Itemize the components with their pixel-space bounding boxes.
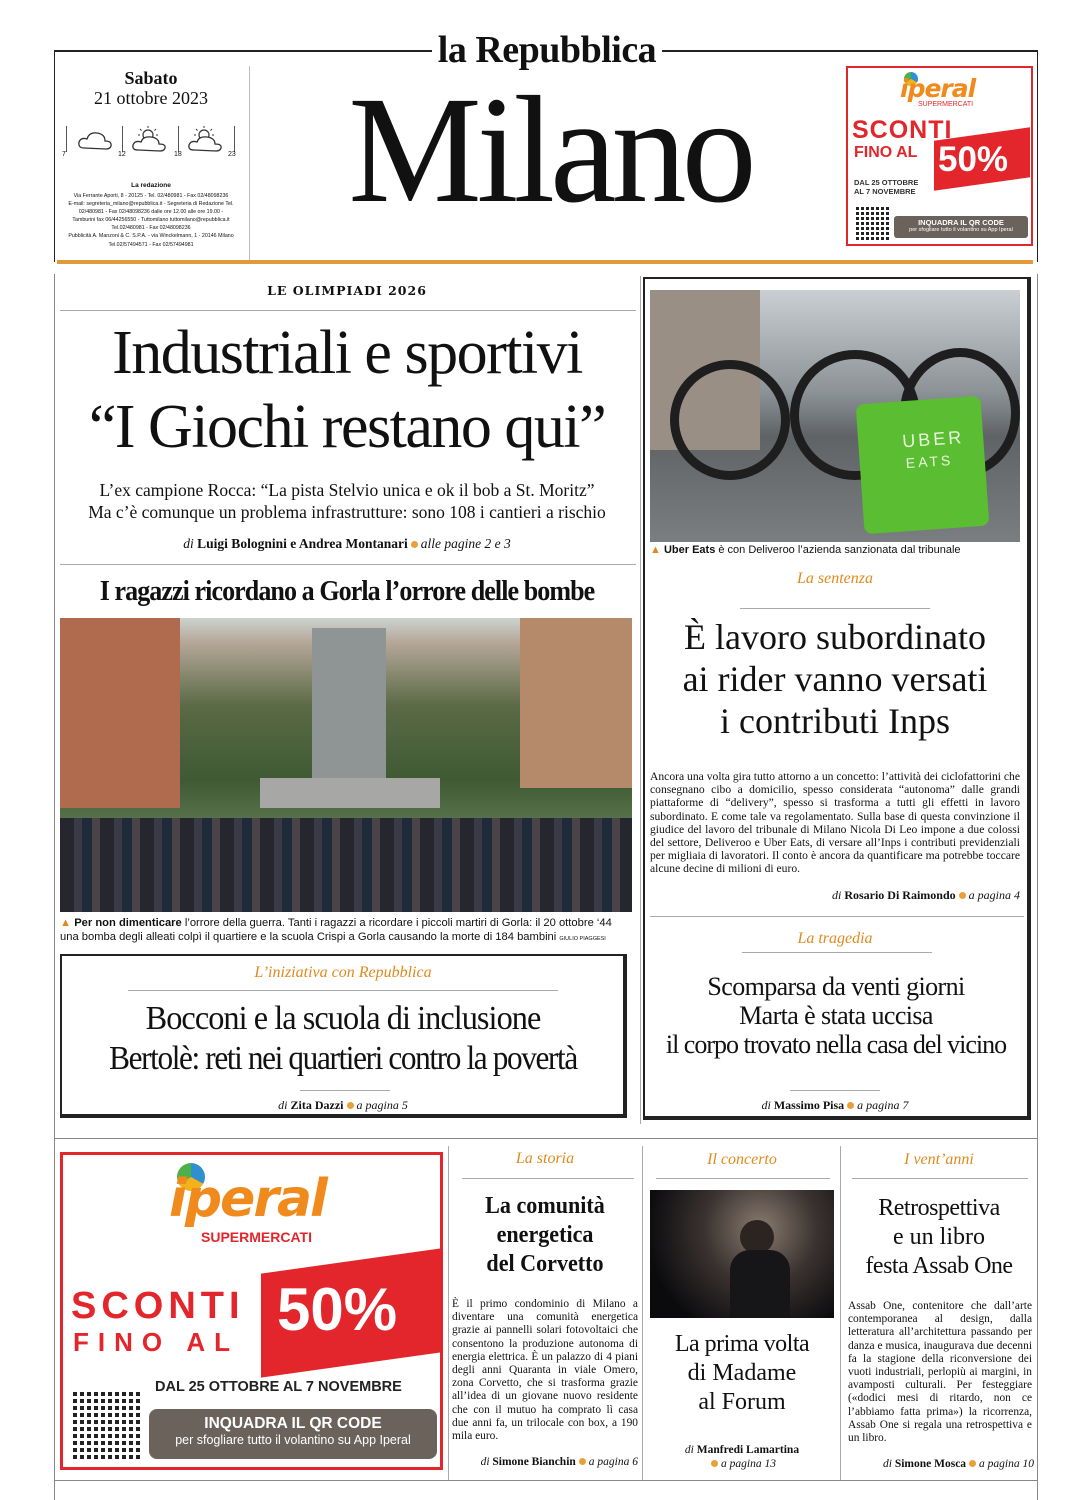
concerto-page: a pagina 13 bbox=[646, 1458, 838, 1470]
rider-title[interactable]: i contributi Inps bbox=[720, 701, 950, 741]
redazione-title: La redazione bbox=[131, 182, 171, 189]
lead-subtitle: L’ex campione Rocca: “La pista Stelvio unica e ok il bob a St. Moritz” bbox=[99, 480, 595, 500]
rider-title[interactable]: È lavoro subordinato bbox=[684, 617, 986, 657]
rule bbox=[300, 1090, 390, 1091]
masthead-rule-right bbox=[662, 50, 1038, 52]
weather-strip bbox=[62, 122, 247, 162]
photo-singer-head bbox=[740, 1220, 774, 1254]
photo-building-right bbox=[520, 618, 632, 788]
storia-byline: di Simone Bianchin a pagina 6 bbox=[480, 1456, 638, 1468]
ventanni-byline: di Simone Mosca a pagina 10 bbox=[882, 1458, 1034, 1470]
section-rule bbox=[54, 1138, 1038, 1139]
photo-singer-body bbox=[730, 1250, 790, 1318]
ad-dates: DAL 25 OTTOBRE bbox=[854, 178, 919, 187]
partly-cloudy-icon bbox=[130, 126, 170, 154]
brand-logo[interactable]: la Repubblica bbox=[437, 29, 657, 71]
edition-day: Sabato bbox=[124, 68, 178, 88]
ad-sconti: SCONTI bbox=[71, 1285, 245, 1327]
ad-sconti: SCONTI bbox=[852, 116, 953, 144]
bocconi-title[interactable]: Bocconi e la scuola di inclusione bbox=[145, 1000, 541, 1037]
rule bbox=[742, 952, 932, 953]
lead-byline: di Luigi Bolognini e Andrea Montanari alle pagine 2 e 3 bbox=[183, 536, 511, 551]
ad-fino-al: FINO AL bbox=[854, 144, 918, 161]
frame-left bbox=[54, 50, 55, 262]
redazione-line: Tel.02/480981 - Fax 02/48098236 bbox=[111, 225, 191, 232]
rule bbox=[790, 1090, 880, 1091]
weather-temp: 7 bbox=[62, 151, 66, 158]
redazione-line: Via Ferrante Aporti, 8 - 20125 - Tel. 02/480981 - Fax 02/48098236 bbox=[73, 193, 229, 199]
ad-iperal-big[interactable] bbox=[60, 1152, 443, 1470]
storia-body: È il primo condominio di Milano a diventare una comunità energetica grazie ai pannelli solari fotovoltaici che consentono la produzione autonoma di energia elettrica. È un palazzo di 4 piani degli anni Quaranta in viale Omero, zona Corvetto, che si trasforma grazie all’idea di un giovane nuovo residente che con il mutuo ha comprato lì casa due anni fa, un trilocale con box, a 190 mila euro. bbox=[452, 1298, 638, 1443]
concerto-byline: di Manfredi Lamartina bbox=[684, 1444, 800, 1456]
ventanni-title[interactable]: festa Assab One bbox=[865, 1253, 1013, 1279]
lead-kicker: LE OLIMPIADI 2026 bbox=[267, 283, 427, 298]
concerto-title[interactable]: di Madame bbox=[687, 1360, 797, 1386]
column-divider bbox=[642, 1146, 643, 1480]
rule bbox=[128, 990, 558, 991]
page-bottom-rule bbox=[54, 1480, 1038, 1481]
tragedia-kicker: La tragedia bbox=[797, 930, 873, 947]
ad-brand: iperal bbox=[169, 1169, 326, 1229]
concerto-photo[interactable] bbox=[650, 1190, 834, 1318]
qr-code-icon[interactable] bbox=[73, 1389, 143, 1459]
storia-kicker: La storia bbox=[515, 1150, 575, 1167]
tragedia-title[interactable]: Marta è stata uccisa bbox=[739, 1001, 933, 1030]
concerto-kicker: Il concerto bbox=[707, 1151, 777, 1168]
rule bbox=[462, 1178, 634, 1179]
rider-kicker: La sentenza bbox=[797, 570, 873, 587]
tragedia-byline: di Massimo Pisa a pagina 7 bbox=[761, 1098, 909, 1112]
gorla-title[interactable]: I ragazzi ricordano a Gorla l’orrore delle bombe bbox=[99, 576, 595, 607]
photo-crowd bbox=[60, 818, 632, 912]
ad-brand: iperal bbox=[900, 74, 976, 103]
rider-byline: di Rosario Di Raimondo a pagina 4 bbox=[831, 888, 1020, 902]
bocconi-kicker: L’iniziativa con Repubblica bbox=[254, 964, 432, 981]
uber-eats-bag: UBER EATS bbox=[856, 396, 990, 534]
rule bbox=[650, 916, 1024, 917]
gorla-caption: ▲ Per non dimenticare l’orrore della guerra. Tanti i ragazzi a ricordare i piccoli martiri di Gorla: il 20 ottobre ‘44 una bomba degli alleati colpì il quartiere e la scuola Crispi a Gorla causando la morte di 184 bambini GIULIO PIAGGESI bbox=[60, 917, 612, 943]
column-divider bbox=[448, 1146, 449, 1480]
partly-cloudy-icon bbox=[186, 126, 226, 154]
weather-temp: 23 bbox=[228, 151, 236, 158]
concerto-title[interactable]: La prima volta bbox=[674, 1331, 810, 1357]
photo-building-left bbox=[60, 618, 180, 808]
photo-monument-base bbox=[260, 778, 440, 808]
rule bbox=[852, 1178, 1028, 1179]
weather-temp: 18 bbox=[174, 151, 182, 158]
ad-dates: DAL 25 OTTOBRE AL 7 NOVEMBRE bbox=[155, 1379, 402, 1395]
ad-iperal-small[interactable] bbox=[846, 66, 1033, 246]
redazione-contacts bbox=[58, 192, 244, 249]
redazione-line: Pubblicità A. Manzoni & C. S.P.A. - via Winckelmann, 1 - 20146 Milano bbox=[68, 233, 234, 240]
bocconi-byline: di Zita Dazzi a pagina 5 bbox=[278, 1098, 408, 1112]
ventanni-title[interactable]: Retrospettiva bbox=[878, 1195, 1000, 1221]
qr-button[interactable]: INQUADRA IL QR CODE per sfogliare tutto il volantino su App Iperal bbox=[149, 1409, 437, 1459]
concerto-title[interactable]: al Forum bbox=[698, 1389, 786, 1415]
redazione-line: Tamburini fax 06/44256550 - Tuttomilano tuttomilano@repubblica.it bbox=[72, 217, 230, 224]
redazione-line: E-mail: segreteria_milano@repubblica.it - Segreteria di Redazione Tel. bbox=[68, 201, 234, 208]
lead-title[interactable]: “I Giochi restano qui” bbox=[88, 393, 606, 461]
city-title: Milano bbox=[348, 65, 752, 235]
qr-button[interactable]: INQUADRA IL QR CODE per sfogliare tutto il volantino su App Iperal bbox=[894, 216, 1028, 238]
cloud-icon bbox=[76, 128, 116, 154]
storia-title[interactable]: La comunità bbox=[485, 1193, 605, 1219]
gorla-photo[interactable] bbox=[60, 618, 632, 912]
rule bbox=[656, 1178, 830, 1179]
ad-sub: SUPERMERCATI bbox=[918, 101, 974, 108]
page-frame-left bbox=[54, 274, 55, 1500]
ad-percent: 50% bbox=[277, 1276, 398, 1343]
page-frame-right bbox=[1037, 274, 1038, 1500]
column-divider bbox=[640, 276, 641, 1124]
photo-monument bbox=[312, 628, 386, 798]
tragedia-title[interactable]: il corpo trovato nella casa del vicino bbox=[665, 1030, 1007, 1059]
masthead-rule-left bbox=[54, 50, 432, 52]
ad-sub: SUPERMERCATI bbox=[201, 1229, 312, 1245]
ad-dates: AL 7 NOVEMBRE bbox=[854, 187, 916, 196]
storia-title[interactable]: del Corvetto bbox=[486, 1251, 604, 1277]
photo-wheel bbox=[670, 360, 790, 480]
masthead-orange-rule bbox=[57, 260, 1033, 264]
lead-title[interactable]: Industriali e sportivi bbox=[112, 319, 582, 387]
ventanni-title[interactable]: e un libro bbox=[893, 1224, 985, 1250]
rider-body: Ancora una volta gira tutto attorno a un concetto: l’attività dei ciclofattorini che consegnano cibo a domicilio, spesso considerata “autonoma” dalle grandi piattaforme di “delivery”, spesso si trasforma a tutti gli effetti in lavoro subordinato. E come tale va regolamentato. Sulla base di questa convinzione il giudice del lavoro del tribunale di Milano Nicola Di Leo impone a due colossi del settore, Deliveroo e Uber Eats, di versare all’Inps i contributi previdenziali per migliaia di lavoratori. Il conto è ancora da quantificare ma potrebbe toccare alcune decine di milioni di euro. bbox=[650, 770, 1020, 876]
rule bbox=[60, 564, 636, 565]
frame-right bbox=[1037, 50, 1038, 262]
rule bbox=[740, 608, 930, 609]
rider-caption: ▲ Uber Eats è con Deliveroo l’azienda sanzionata dal tribunale bbox=[650, 544, 961, 556]
ventanni-body: Assab One, contenitore che dall’arte contemporanea al design, dalla letteratura all’architettura passando per danza e musica, inaugurava due decenni fa la stagione della riconversione dei vuoti industriali, perlopiù ai margini, in avamposti culturali. Per festeggiare («dodici mesi di ritardo, non ce l’abbiamo fatta prima») la ricorrenza, Assab One si regala una retrospettiva e un libro. bbox=[848, 1300, 1032, 1445]
lead-subtitle: Ma c’è comunque un problema infrastrutture: sono 108 i cantieri a rischio bbox=[88, 502, 606, 522]
redazione-line: Tel.02/57494571 - Fax 02/57494981 bbox=[108, 241, 194, 248]
tragedia-title[interactable]: Scomparsa da venti giorni bbox=[707, 972, 965, 1001]
qr-code-icon[interactable] bbox=[856, 206, 890, 240]
ventanni-kicker: I vent’anni bbox=[904, 1151, 974, 1168]
storia-title[interactable]: energetica bbox=[496, 1222, 594, 1248]
redazione-line: 02/480981 - Fax 02/48098236 dalle ore 12.00 alle ore 19.00 - bbox=[78, 209, 224, 216]
ad-percent: 50% bbox=[938, 140, 1009, 179]
column-divider bbox=[840, 1146, 841, 1480]
ad-fino-al: FINO AL bbox=[73, 1327, 240, 1357]
rider-photo[interactable] bbox=[650, 290, 1020, 542]
bocconi-title[interactable]: Bertolè: reti nei quartieri contro la povertà bbox=[109, 1040, 577, 1077]
rider-title[interactable]: ai rider vanno versati bbox=[682, 659, 988, 699]
rule bbox=[60, 310, 636, 311]
weather-temp: 12 bbox=[118, 151, 126, 158]
masthead-divider bbox=[249, 66, 250, 260]
edition-date: 21 ottobre 2023 bbox=[94, 88, 208, 108]
